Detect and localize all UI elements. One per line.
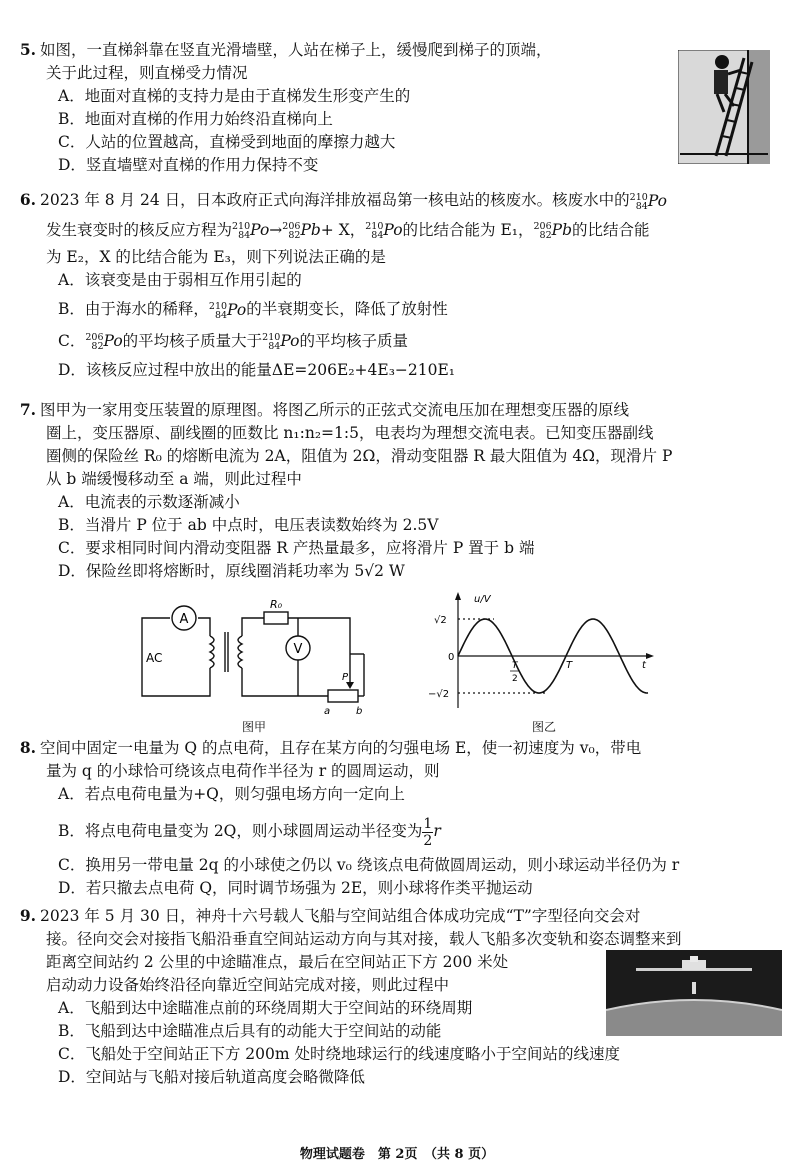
question-stem: 从 b 端缓慢移动至 a 端，则此过程中 [46, 470, 302, 488]
page-footer: 物理试题卷 第 2页 （共 8 页） [299, 1147, 495, 1162]
half-period-den: 2 [512, 674, 518, 684]
option-c: C．飞船处于空间站正下方 200m 处时绕地球运行的线速度略小于空间站的线速度 [58, 1045, 620, 1063]
ladder-figure [678, 50, 770, 164]
question-stem: 的比结合能为 E₁， [402, 220, 534, 239]
option-b: B．当滑片 P 位于 ab 中点时，电压表读数始终为 2.5V [58, 516, 439, 534]
question-stem: 2023 年 5 月 30 日，神舟十六号载人飞船与空间站组合体成功完成“T”字型径向交会对 [40, 907, 641, 925]
option-b: B．飞船到达中途瞄准点后具有的动能大于空间站的动能 [58, 1022, 442, 1040]
question-6 [10, 188, 780, 382]
question-number: 7. [19, 400, 36, 419]
question-7 [10, 398, 780, 583]
question-5 [10, 38, 780, 177]
nuclide-po: 210 84 Po [208, 300, 247, 321]
option-d: D．该核反应过程中放出的能量ΔE=206E₂+4E₃−210E₁ [58, 361, 456, 379]
question-stem: 启动动力设备始终沿径向靠近空间站完成对接，则此过程中 [46, 976, 450, 994]
space-station-photo [606, 950, 782, 1036]
option-b: B．地面对直梯的作用力始终沿直梯向上 [58, 110, 333, 128]
option-d: D．保险丝即将熔断时，原线圈消耗功率为 5√2 W [58, 562, 405, 580]
question-stem: 的比结合能 [572, 220, 650, 239]
figure-caption: 图甲 [242, 720, 267, 734]
ac-source-label: AC [146, 651, 163, 665]
figure-caption: 图乙 [532, 720, 557, 734]
nuclide-po: 210 84 Po [365, 221, 403, 241]
option-c: C．人站的位置越高，直梯受到地面的摩擦力越大 [58, 133, 396, 151]
circuit-diagram [128, 596, 368, 724]
question-stem: 为 E₂，X 的比结合能为 E₃，则下列说法正确的是 [46, 248, 386, 266]
option-a: A．飞船到达中途瞄准点前的环绕周期大于空间站的环绕周期 [58, 999, 473, 1017]
fraction-one-half: $\frac{1}{2}$ [423, 815, 433, 849]
nuclide-po: 210 84 Po [262, 332, 300, 352]
nuclide-pb: 206 82 Pb [282, 221, 321, 241]
question-stem: 2023 年 8 月 24 日，日本政府正式向海洋排放福岛第一核电站的核废水。核废水中的 [40, 191, 630, 209]
terminal-a-label: a [324, 706, 331, 717]
question-stem: 量为 q 的小球恰可绕该点电荷作半径为 r 的圆周运动，则 [46, 762, 440, 780]
option-d: D．竖直墙壁对直梯的作用力保持不变 [58, 156, 319, 174]
y-tick-top: √2 [434, 615, 447, 626]
y-tick-bottom: −√2 [428, 689, 450, 700]
option-a: A．若点电荷电量为+Q，则匀强电场方向一定向上 [58, 785, 405, 803]
slider-label: P [342, 672, 349, 683]
question-number: 6. [19, 190, 36, 209]
nuclide-pb: 206 82 Po [85, 332, 123, 352]
question-stem: 空间中固定一电量为 Q 的点电荷，且存在某方向的匀强电场 E，使一初速度为 v₀，带电 [40, 739, 642, 757]
y-axis-label: u/V [474, 594, 491, 605]
fuse-label: R₀ [270, 598, 283, 611]
nuclide-po: 210 84 Po [629, 191, 667, 212]
half-period-num: T [512, 661, 518, 671]
option-b: B．由于海水的稀释， 210 84 Po的半衰期变长，降低了放射性 [58, 300, 448, 321]
question-stem: 发生衰变时的核反应方程为 [46, 220, 233, 239]
question-number: 5. [19, 40, 36, 59]
question-stem: 如图，一直梯斜靠在竖直光滑墙壁，人站在梯子上，缓慢爬到梯子的顶端， [40, 41, 552, 59]
terminal-b-label: b [356, 706, 363, 717]
option-a: A．电流表的示数逐渐减小 [58, 493, 240, 511]
option-c: C．换用另一带电量 2q 的小球使之仍以 v₀ 绕该点电荷做圆周运动，则小球运动半径仍为 r [58, 856, 680, 874]
reaction-arrow: → [269, 220, 283, 239]
question-number: 8. [19, 738, 36, 757]
reaction-product: + X， [320, 220, 366, 239]
option-a: A．地面对直梯的支持力是由于直梯发生形变产生的 [58, 87, 411, 105]
option-b: B．将点电荷电量变为 2Q，则小球圆周运动半径变为 $\frac{1}{2}$ r [58, 815, 441, 849]
question-stem: 接。径向交会对接指飞船沿垂直空间站运动方向与其对接，载人飞船多次变轨和姿态调整来到 [46, 930, 682, 948]
option-a: A．该衰变是由于弱相互作用引起的 [58, 271, 302, 289]
voltage-waveform [428, 590, 658, 714]
voltmeter-label: V [293, 642, 303, 657]
question-stem: 关于此过程，则直梯受力情况 [46, 64, 248, 82]
question-number: 9. [19, 906, 36, 925]
t-axis-label: t [642, 660, 646, 671]
option-c: C．要求相同时间内滑动变阻器 R 产热量最多，应将滑片 P 置于 b 端 [58, 539, 535, 557]
question-stem: 圈上，变压器原、副线圈的匝数比 n₁:n₂=1:5，电表均为理想交流电表。已知变压器副线 [46, 424, 654, 442]
option-c: C． 206 82 Po的平均核子质量大于 210 84 Po的平均核子质量 [58, 331, 408, 352]
question-8 [10, 736, 780, 900]
option-d: D．空间站与飞船对接后轨道高度会略微降低 [58, 1068, 365, 1086]
period-label: T [566, 660, 573, 671]
question-stem: 距离空间站约 2 公里的中途瞄准点，最后在空间站正下方 200 米处 [46, 953, 509, 971]
ammeter-label: A [179, 612, 189, 627]
nuclide-po: 210 84 Po [232, 221, 270, 241]
question-stem: 圈侧的保险丝 R₀ 的熔断电流为 2A，阻值为 2Ω，滑动变阻器 R 最大阻值为 4Ω，现滑片 P [46, 447, 673, 465]
nuclide-pb: 206 82 Pb [533, 221, 572, 241]
origin-label: 0 [448, 652, 455, 663]
option-d: D．若只撤去点电荷 Q，同时调节场强为 2E，则小球将作类平抛运动 [58, 879, 533, 897]
question-stem: 图甲为一家用变压装置的原理图。将图乙所示的正弦式交流电压加在理想变压器的原线 [40, 401, 630, 419]
